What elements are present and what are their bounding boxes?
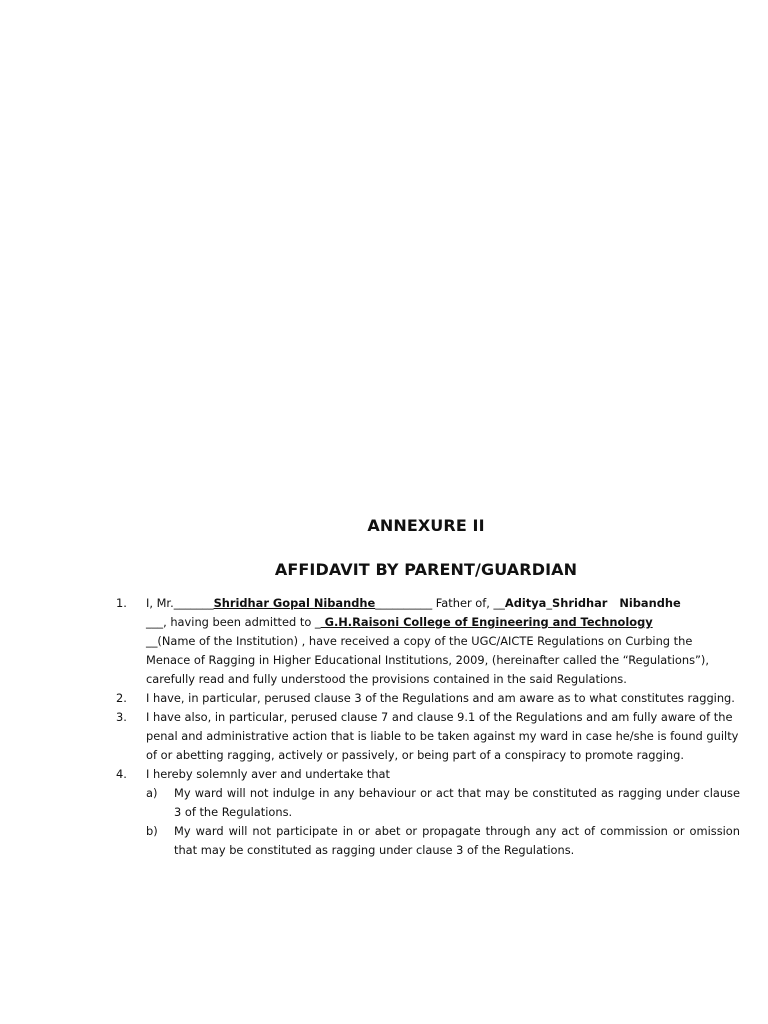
item-number: 4. (116, 767, 127, 781)
parent-name: Shridhar Gopal Nibandhe (213, 596, 376, 610)
item-number: 3. (116, 710, 127, 724)
sub-item-a (146, 784, 740, 822)
sub-item-text: My ward will not indulge in any behaviour or act that may be constituted as ragging under clause 3 of the Regulations. (174, 786, 740, 819)
list-item-4 (116, 765, 740, 860)
ward-first-name: Aditya (504, 596, 547, 610)
blank-line: __________ (375, 596, 433, 610)
item-text: I have, in particular, perused clause 3 of the Regulations and am aware as to what constitutes ragging. (146, 691, 735, 705)
sub-item-label: a) (146, 786, 158, 800)
item-1-rest: (Name of the Institution) , have received a copy of the UGC/AICTE Regulations on Curbing the Menace of Ragging in Higher Educational Institutions, 2009, (hereinafter called the “Regulations”), carefully read and fully understood the provisions contained in the said Regulations. (146, 634, 709, 686)
item-text: I hereby solemnly aver and undertake that (146, 767, 390, 781)
declarant-prefix: I, Mr. (146, 596, 174, 610)
item-text (146, 594, 740, 689)
annexure-title: ANNEXURE II (367, 516, 485, 535)
blank-line: __ (493, 596, 505, 610)
blank-line: _ (546, 596, 553, 610)
sub-item-b (146, 822, 740, 860)
ward-surname: Shridhar Nibandhe (552, 596, 681, 610)
father-of-text: Father of, (432, 596, 494, 610)
blank-line: _______ (173, 596, 214, 610)
institution-name: G.H.Raisoni College of Engineering and Technology (320, 615, 653, 629)
affidavit-body (116, 594, 740, 860)
sub-item-label: b) (146, 824, 158, 838)
admitted-text: , having been admitted to (163, 615, 315, 629)
list-item-3 (116, 708, 740, 765)
item-number: 2. (116, 691, 127, 705)
blank-line: __ (146, 634, 158, 648)
blank-line: ___ (146, 615, 164, 629)
list-item-1 (116, 594, 740, 689)
item-text: I have also, in particular, perused clause 7 and clause 9.1 of the Regulations and am fully aware of the penal and administrative action that is liable to be taken against my ward in case he/she is found guilty of or abetting ragging, actively or passively, or being part of a conspiracy to promote ragging. (146, 710, 739, 762)
affidavit-title: AFFIDAVIT BY PARENT/GUARDIAN (274, 560, 578, 579)
list-item-2 (116, 689, 740, 708)
sub-item-text: My ward will not participate in or abet or propagate through any act of commission or omission that may be constituted as ragging under clause 3 of the Regulations. (174, 824, 740, 857)
item-number: 1. (116, 596, 127, 610)
blank-line: _ (314, 615, 321, 629)
